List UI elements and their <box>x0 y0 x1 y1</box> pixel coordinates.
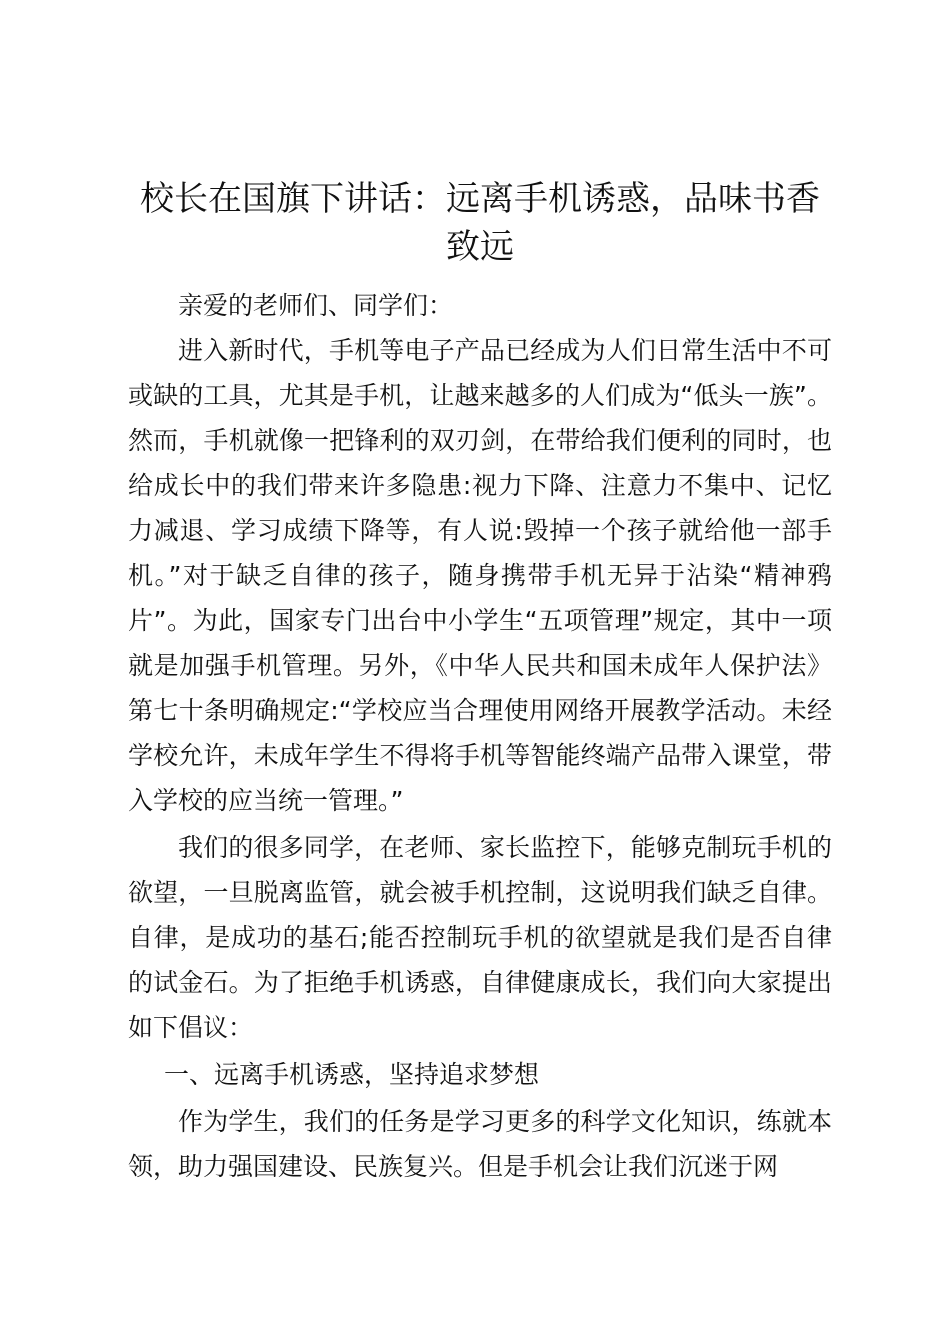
paragraph-3: 作为学生，我们的任务是学习更多的科学文化知识，练就本领，助力强国建设、民族复兴。但是手机会让我们沉迷于网 <box>128 1107 832 1181</box>
document-page <box>128 175 832 1189</box>
document-title: 校长在国旗下讲话：远离手机诱惑，品味书香致远 <box>140 179 820 267</box>
paragraph-2: 我们的很多同学，在老师、家长监控下，能够克制玩手机的欲望，一旦脱离监管，就会被手机控制，这说明我们缺乏自律。自律，是成功的基石;能否控制玩手机的欲望就是我们是否自律的试金石。为了拒绝手机诱惑，自律健康成长，我们向大家提出如下倡议： <box>128 833 832 1042</box>
paragraph-1: 进入新时代，手机等电子产品已经成为人们日常生活中不可或缺的工具，尤其是手机，让越来越多的人们成为“低头一族”。然而，手机就像一把锋利的双刃剑，在带给我们便利的同时，也给成长中的我们带来许多隐患:视力下降、注意力不集中、记忆力减退、学习成绩下降等，有人说:毁掉一个孩子就给他一部手机。”对于缺乏自律的孩子，随身携带手机无异于沾染“精神鸦片”。为此，国家专门出台中小学生“五项管理”规定，其中一项就是加强手机管理。另外，《中华人民共和国未成年人保护法》第七十条明确规定:“学校应当合理使用网络开展教学活动。未经学校允许，未成年学生不得将手机等智能终端产品带入课堂，带入学校的应当统一管理。” <box>128 336 832 815</box>
salutation: 亲爱的老师们、同学们： <box>178 291 454 320</box>
section-heading-1: 一、远离手机诱惑，坚持追求梦想 <box>164 1060 540 1089</box>
